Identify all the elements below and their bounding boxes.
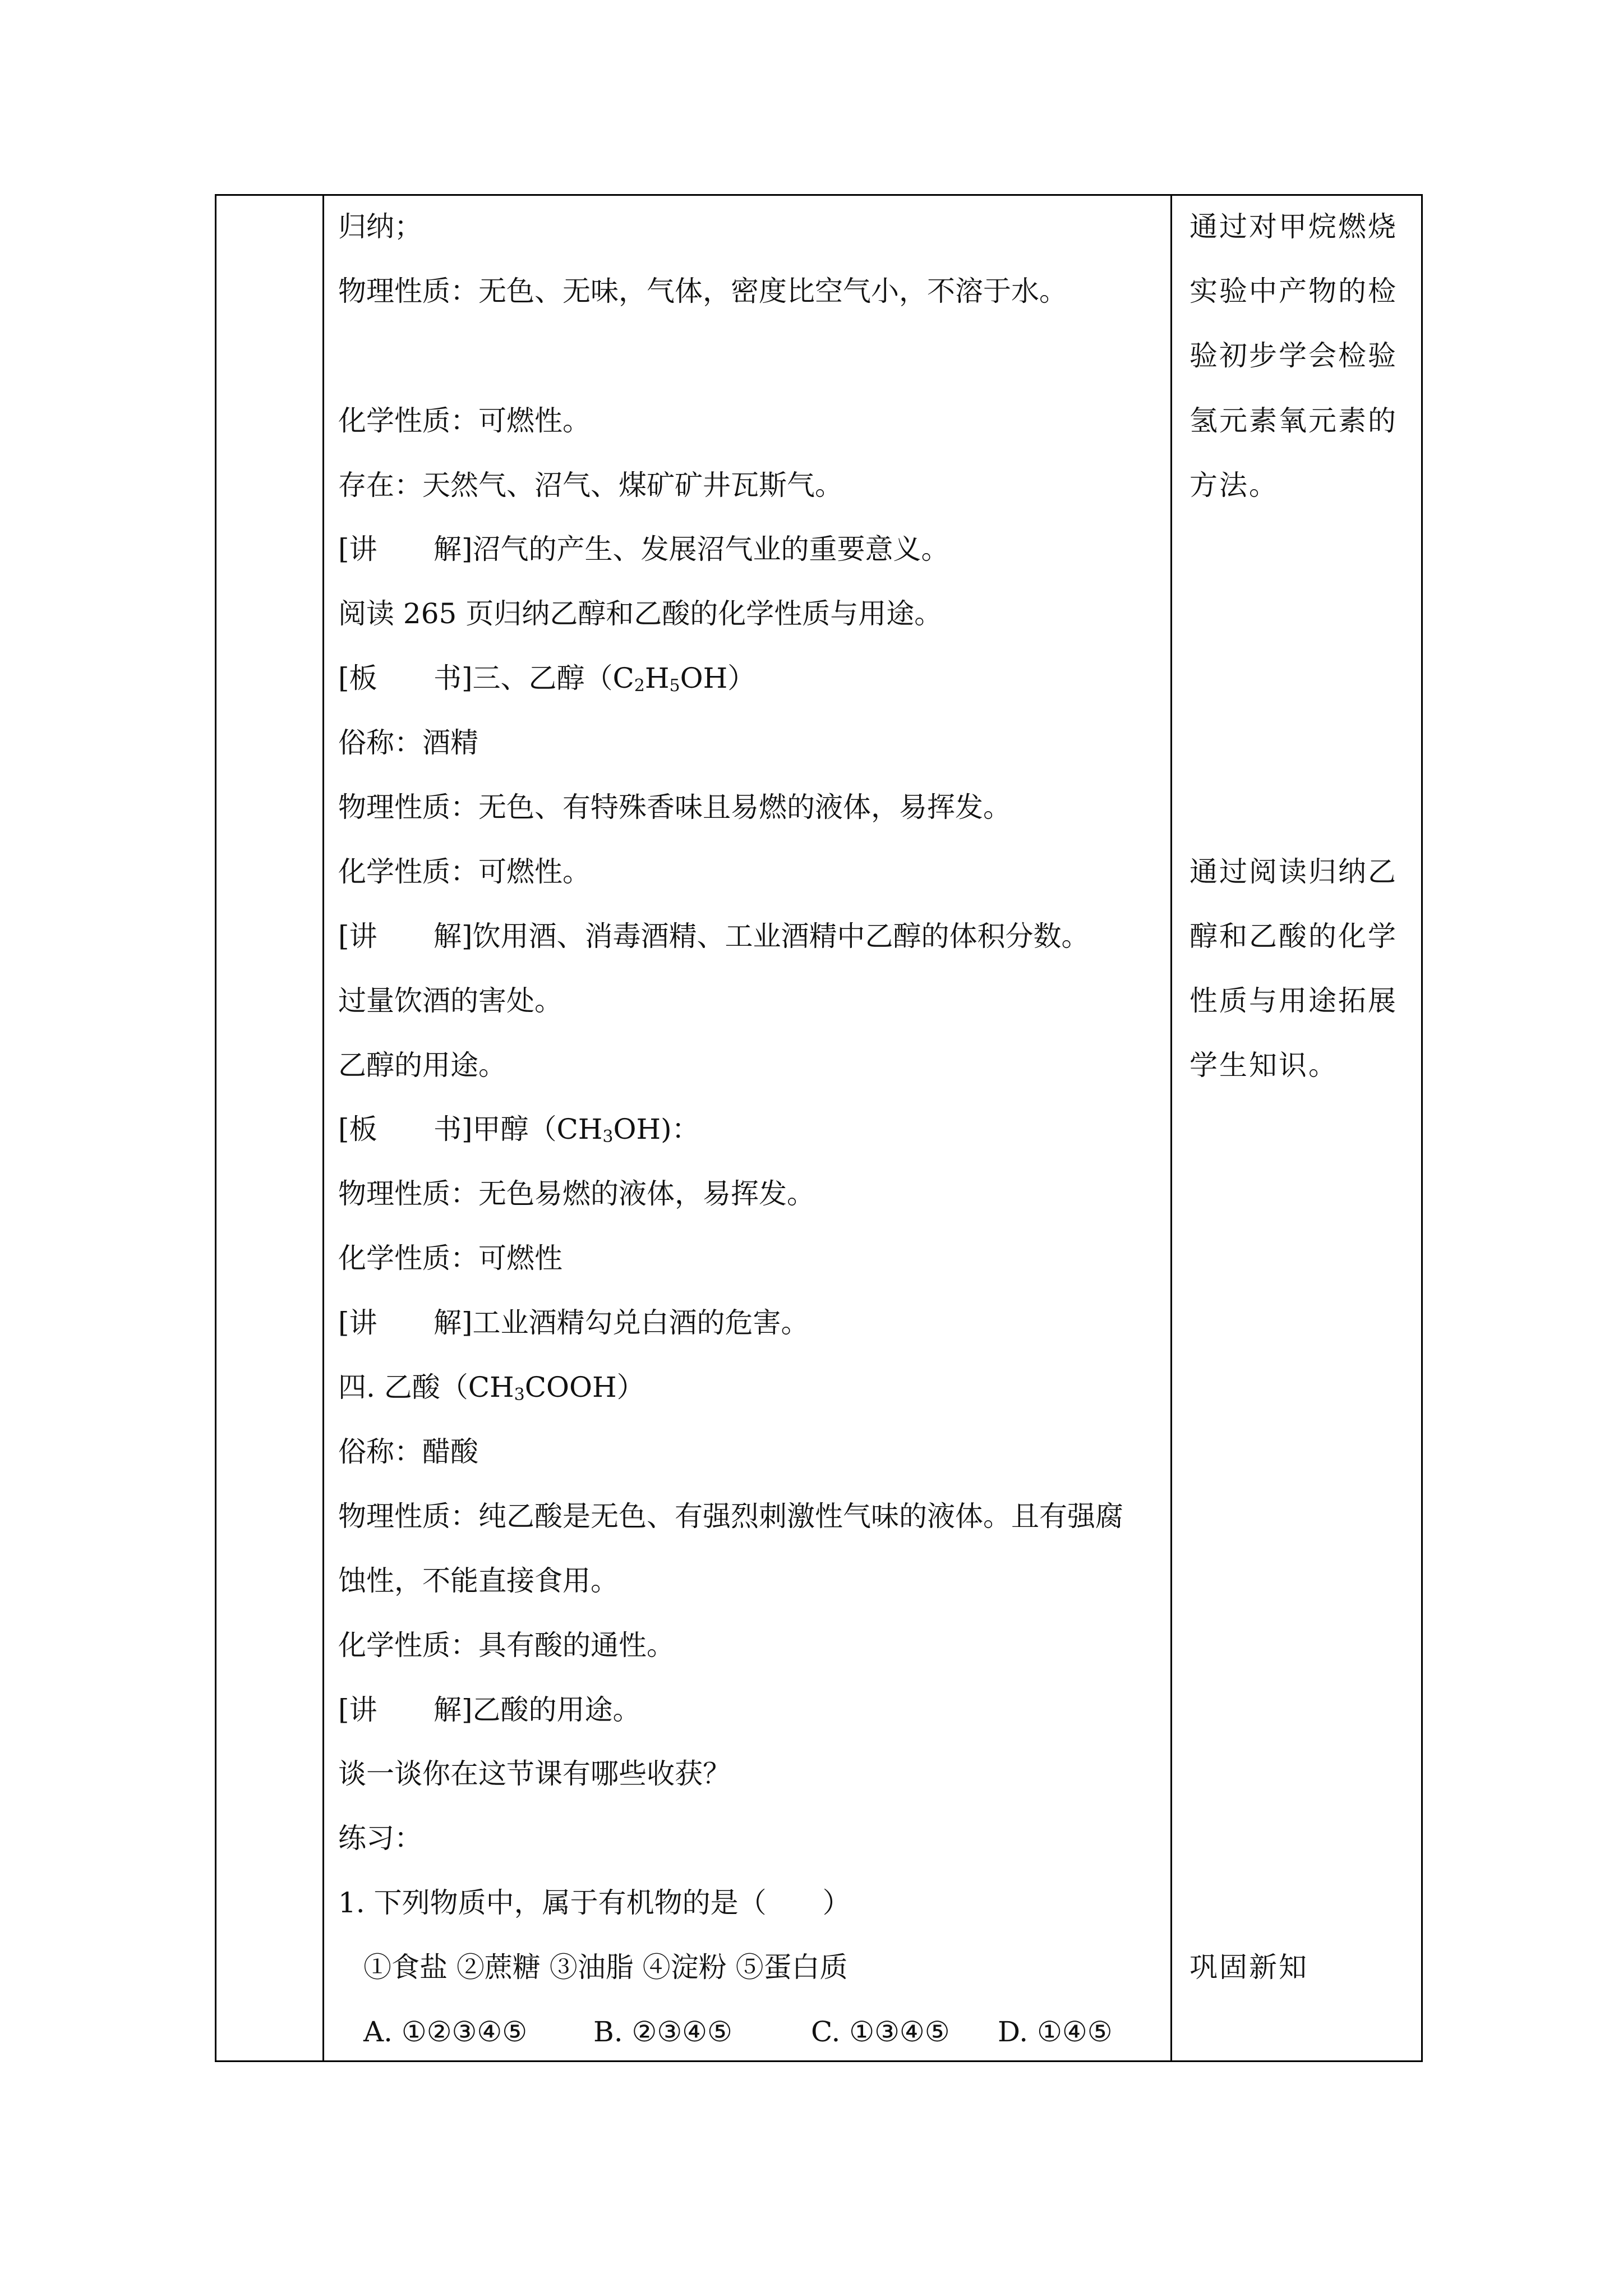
subscript: 3 xyxy=(602,1127,614,1147)
formula-text: 四. 乙酸（CH xyxy=(338,1371,514,1404)
answer-option-c: C. ①③④⑤ xyxy=(811,2016,950,2048)
text-line xyxy=(338,1693,641,1727)
note-line: 通过阅读归纳乙 xyxy=(1189,855,1398,888)
formula-text: OH)： xyxy=(613,1113,700,1145)
lesson-table xyxy=(215,194,1423,2062)
text-line: 俗称：醋酸 xyxy=(338,1435,478,1468)
tag-close: 解] xyxy=(434,533,473,565)
tag-open: [讲 xyxy=(338,1306,377,1339)
text-line: 化学性质：可燃性 xyxy=(338,1242,562,1274)
note-line: 氢元素氧元素的 xyxy=(1189,404,1398,437)
formula-text: COOH） xyxy=(524,1371,645,1404)
note-line: 醇和乙酸的化学 xyxy=(1189,920,1398,953)
text-line xyxy=(338,1112,700,1146)
text-line: 练习： xyxy=(338,1822,422,1855)
text-line: 物理性质：无色易燃的液体，易挥发。 xyxy=(338,1177,815,1210)
tag-close: 解] xyxy=(434,1694,473,1726)
formula-text: 甲醇（CH xyxy=(472,1113,603,1145)
line-body: 乙酸的用途。 xyxy=(472,1694,641,1726)
text-line xyxy=(338,661,755,695)
tag-close: 解] xyxy=(434,920,473,953)
note-line: 验初步学会检验 xyxy=(1189,339,1398,372)
tag-open: [板 xyxy=(338,662,377,694)
text-line xyxy=(338,1370,645,1404)
text-line xyxy=(338,532,949,566)
column-divider-left xyxy=(322,196,324,2060)
note-line: 学生知识。 xyxy=(1189,1049,1338,1082)
text-line: 存在：天然气、沼气、煤矿矿井瓦斯气。 xyxy=(338,469,843,501)
text-line: 俗称：酒精 xyxy=(338,726,478,759)
text-line: 归纳； xyxy=(338,210,422,243)
note-line: 巩固新知 xyxy=(1189,1951,1308,1984)
subscript: 3 xyxy=(514,1385,525,1405)
text-line: 化学性质：可燃性。 xyxy=(338,855,591,888)
text-line: 阅读 265 页归纳乙醇和乙酸的化学性质与用途。 xyxy=(338,597,943,630)
formula-text: OH） xyxy=(680,662,756,694)
subscript: 5 xyxy=(669,676,680,696)
text-line: 化学性质：具有酸的通性。 xyxy=(338,1629,675,1662)
question-items: ①食盐 ②蔗糖 ③油脂 ④淀粉 ⑤蛋白质 xyxy=(363,1951,848,1984)
line-body: 沼气的产生、发展沼气业的重要意义。 xyxy=(472,533,949,565)
answer-option-b: B. ②③④⑤ xyxy=(593,2016,732,2048)
text-line: 物理性质：无色、有特殊香味且易燃的液体，易挥发。 xyxy=(338,791,1011,823)
text-line: 物理性质：无色、无味，气体，密度比空气小，不溶于水。 xyxy=(338,275,1067,307)
column-divider-right xyxy=(1170,196,1172,2060)
tag-close: 书] xyxy=(434,662,473,694)
tag-close: 解] xyxy=(434,1306,473,1339)
subscript: 2 xyxy=(634,676,645,696)
text-line: 谈一谈你在这节课有哪些收获？ xyxy=(338,1757,731,1790)
tag-open: [讲 xyxy=(338,533,377,565)
text-line xyxy=(338,919,1090,953)
answer-option-a: A. ①②③④⑤ xyxy=(363,2016,528,2048)
line-body: 饮用酒、消毒酒精、工业酒精中乙醇的体积分数。 xyxy=(472,920,1090,953)
note-line: 性质与用途拓展 xyxy=(1189,984,1398,1017)
text-line: 化学性质：可燃性。 xyxy=(338,404,591,437)
question-stem: 1. 下列物质中，属于有机物的是（ ） xyxy=(338,1887,851,1919)
text-line: 物理性质：纯乙酸是无色、有强烈刺激性气味的液体。且有强腐 xyxy=(338,1500,1123,1533)
text-line: 过量饮酒的害处。 xyxy=(338,984,562,1017)
answer-option-d: D. ①④⑤ xyxy=(998,2016,1113,2048)
text-line xyxy=(338,1306,809,1340)
tag-open: [讲 xyxy=(338,1694,377,1726)
text-line: 乙醇的用途。 xyxy=(338,1049,506,1082)
note-line: 通过对甲烷燃烧 xyxy=(1189,210,1398,243)
tag-open: [板 xyxy=(338,1113,377,1145)
text-line: 蚀性，不能直接食用。 xyxy=(338,1565,619,1597)
note-line: 方法。 xyxy=(1189,469,1279,501)
formula-text: 三、乙醇（C xyxy=(472,662,634,694)
tag-open: [讲 xyxy=(338,920,377,953)
formula-text: H xyxy=(644,662,670,694)
note-line: 实验中产物的检 xyxy=(1189,275,1398,307)
line-body: 工业酒精勾兑白酒的危害。 xyxy=(472,1306,809,1339)
tag-close: 书] xyxy=(434,1113,473,1145)
